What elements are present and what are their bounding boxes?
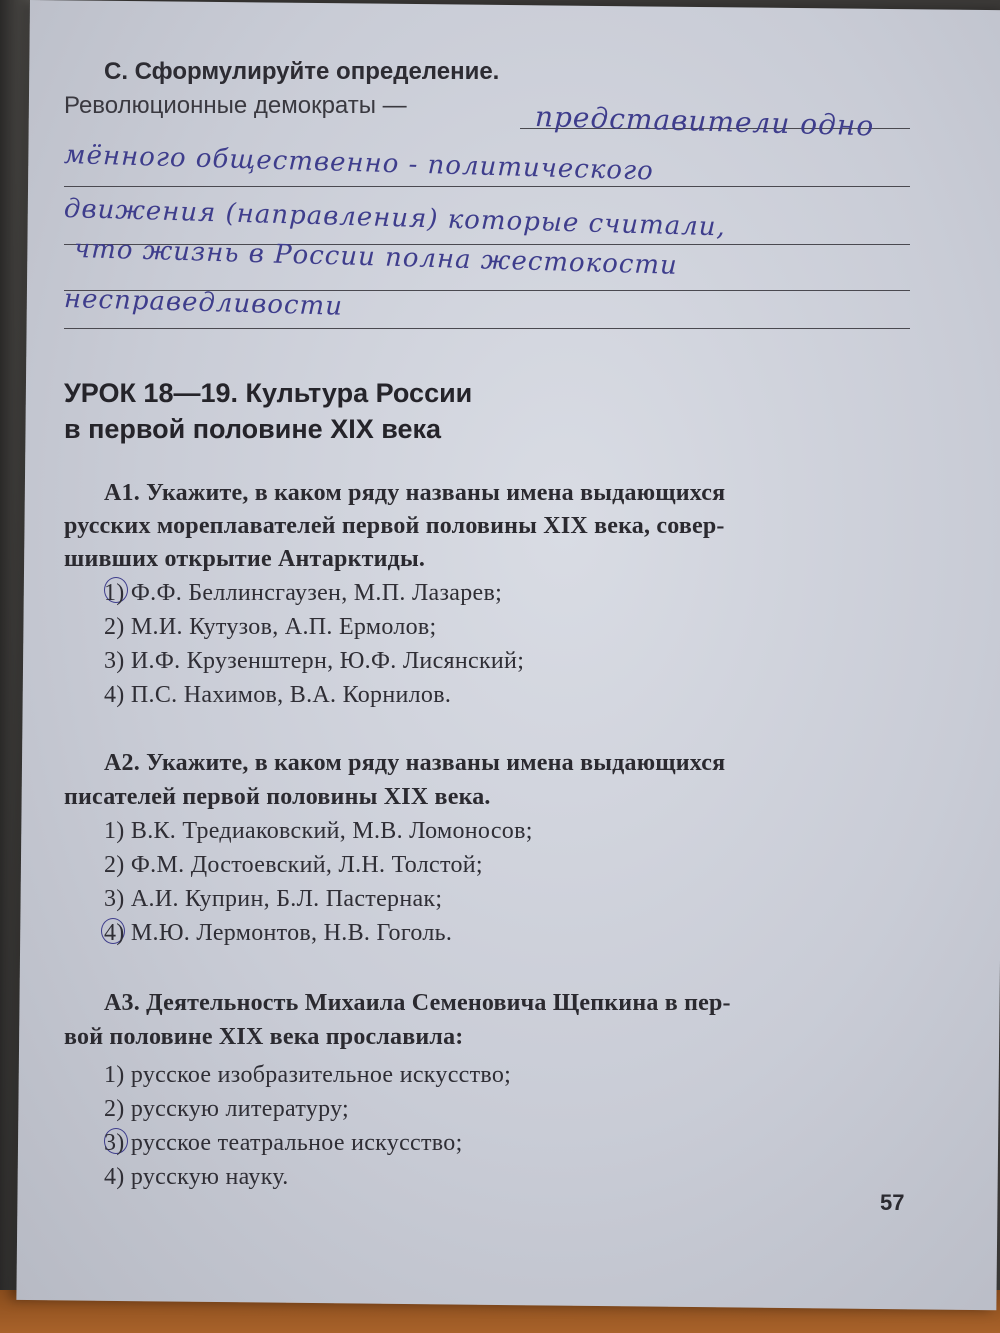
handwritten-answer-line: что жизнь в России полна жестокости bbox=[73, 234, 679, 281]
lesson-title: УРОК 18—19. Культура России bbox=[64, 378, 473, 408]
question-a2-option: 4) М.Ю. Лермонтов, Н.В. Гоголь. bbox=[104, 920, 453, 946]
answer-line bbox=[64, 328, 910, 329]
question-a2-option: 1) В.К. Тредиаковский, М.В. Ломоносов; bbox=[104, 818, 533, 844]
question-a2-option: 3) А.И. Куприн, Б.Л. Пастернак; bbox=[104, 886, 443, 912]
question-a3-option: 1) русское изобразительное искусство; bbox=[104, 1062, 512, 1088]
answer-line bbox=[64, 186, 910, 187]
page-number: 57 bbox=[880, 1190, 905, 1215]
question-a3-text: вой половине XIX века прославила: bbox=[64, 1024, 464, 1050]
lesson-subtitle: в первой половине XIX века bbox=[64, 414, 441, 444]
handwritten-answer-line: движения (направления) которые считали, bbox=[63, 194, 727, 243]
question-a1-text: шивших открытие Антарктиды. bbox=[64, 546, 426, 572]
handwritten-answer-line: представители одно bbox=[534, 100, 875, 143]
definition-term: Революционные демократы — bbox=[64, 92, 407, 119]
question-a1-option: 3) И.Ф. Крузенштерн, Ю.Ф. Лисянский; bbox=[104, 648, 525, 674]
question-a1-option: 2) М.И. Кутузов, А.П. Ермолов; bbox=[104, 614, 437, 640]
question-a1-option: 1) Ф.Ф. Беллинсгаузен, М.П. Лазарев; bbox=[104, 580, 503, 606]
question-a1-option: 4) П.С. Нахимов, В.А. Корнилов. bbox=[104, 682, 452, 708]
question-a1-text: А1. Укажите, в каком ряду названы имена выдающихся bbox=[104, 480, 726, 506]
question-a1-text: русских мореплавателей первой половины XIX века, совер- bbox=[64, 513, 725, 539]
handwritten-answer-line: несправедливости bbox=[63, 284, 344, 322]
question-a2-text: А2. Укажите, в каком ряду названы имена выдающихся bbox=[104, 750, 726, 776]
section-c-heading: С. Сформулируйте определение. bbox=[104, 58, 500, 85]
question-a2-text: писателей первой половины XIX века. bbox=[64, 784, 491, 810]
question-a2-option: 2) Ф.М. Достоевский, Л.Н. Толстой; bbox=[104, 852, 483, 878]
question-a3-option: 2) русскую литературу; bbox=[104, 1096, 350, 1122]
question-a3-option: 4) русскую науку. bbox=[104, 1164, 289, 1190]
handwritten-answer-line: мённого общественно - политического bbox=[63, 140, 655, 187]
question-a3-option: 3) русское театральное искусство; bbox=[104, 1130, 463, 1156]
question-a3-text: А3. Деятельность Михаила Семеновича Щепкина в пер- bbox=[104, 990, 731, 1016]
